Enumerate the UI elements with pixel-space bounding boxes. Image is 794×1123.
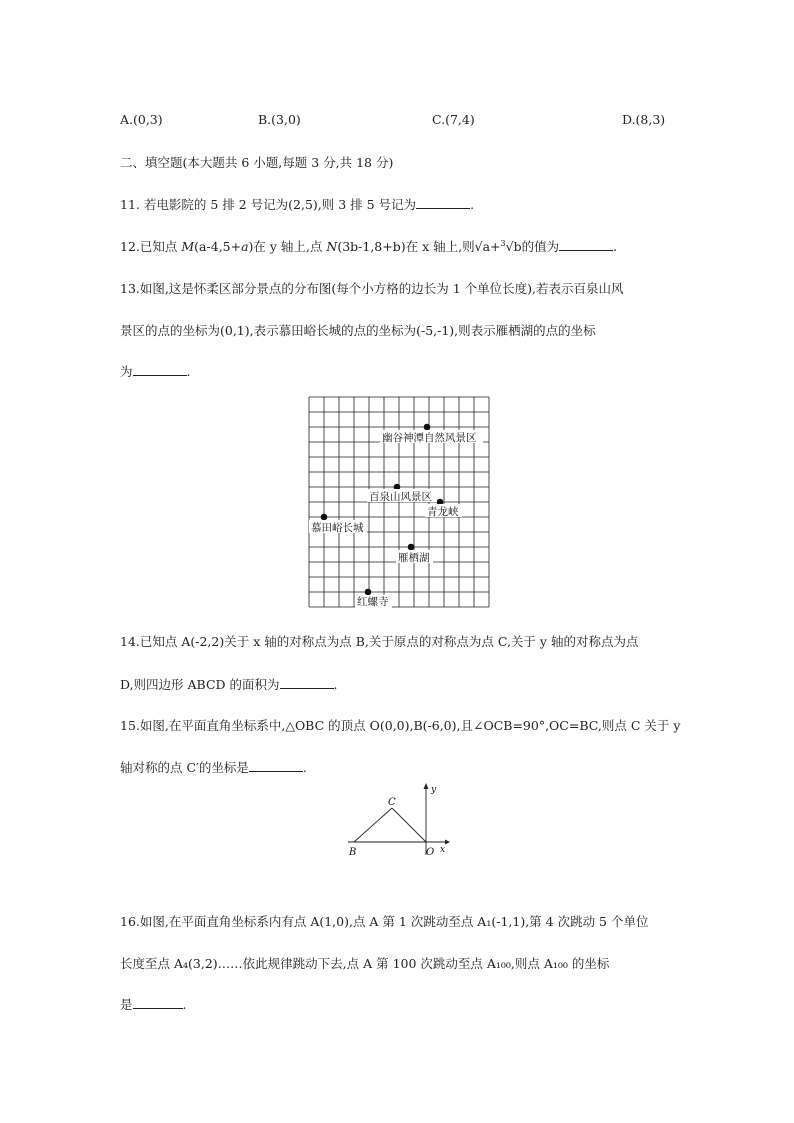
q12-mid: )在 y 轴上,点 [248,239,327,254]
point-mutianyu [321,514,328,521]
option-a: A.(0,3) [120,112,163,127]
q12-plus: + [490,239,501,254]
label-qinglongxia: 青龙峡 [427,506,459,518]
label-o: O [426,847,435,858]
q16-line1: 16.如图,在平面直角坐标系内有点 A(1,0),点 A 第 1 次跳动至点 A₁(-1,1),第 4 次跳动 5 个单位 [120,914,649,929]
label-x: x [440,845,446,855]
label-yanqihu: 雁栖湖 [398,552,430,564]
q11-text: 11. 若电影院的 5 排 2 号记为(2,5),则 3 排 5 号记为 [120,197,417,212]
triangle-figure [340,780,450,860]
scenic-spot-map [305,392,491,610]
q13-line1: 13.如图,这是怀柔区部分景点的分布图(每个小方格的边长为 1 个单位长度),若表示百泉山风 [120,281,624,296]
q12-point-n: N [326,239,338,254]
answer-blank-12 [559,240,613,251]
point-hongluosi [365,589,372,596]
q16-line3 [120,995,187,1013]
y-axis-arrow [424,783,429,789]
q13-end: . [186,364,191,379]
q13-line2: 景区的点的坐标为(0,1),表示慕田峪长城的点的坐标为(-5,-1),则表示雁栖湖的点的坐标 [120,323,596,338]
question-12 [120,237,617,255]
q15-line1: 15.如图,在平面直角坐标系中,△OBC 的顶点 O(0,0),B(-6,0),且∠OCB=90°,OC=BC,则点 C 关于 y [120,718,681,733]
answer-blank-14 [280,678,334,689]
q12-cbrt-b: √b [505,239,522,254]
label-c: C [388,797,396,808]
option-b: B.(3,0) [258,112,301,127]
q11-end: . [470,197,475,212]
q15-line2 [120,758,307,776]
option-d: D.(8,3) [622,112,666,127]
answer-blank-15 [249,761,303,772]
side-co [392,808,426,842]
q13-line3-text: 为 [120,364,133,379]
q12-sqrt-a: √a [474,239,491,254]
section-title: 二、填空题(本大题共 6 小题,每题 3 分,共 18 分) [120,155,394,170]
q14-line2-text: D,则四边形 ABCD 的面积为 [120,677,280,692]
q16-end: . [182,997,187,1012]
option-c: C.(7,4) [432,112,475,127]
q15-line2-text: 轴对称的点 C′的坐标是 [120,760,249,775]
answer-blank-11 [416,198,470,209]
q12-m-coord-c: a [241,239,249,254]
q12-m-coord-b: -4,5+ [206,239,242,254]
label-y: y [431,785,437,795]
q14-line2 [120,675,338,693]
label-b: B [349,847,357,858]
q13-line3 [120,362,191,380]
q12-m-coord-a: (a [194,239,207,254]
answer-blank-16 [133,998,183,1009]
label-hongluosi: 红螺寺 [357,596,389,608]
q12-tail: 的值为 [521,239,560,254]
q12-pre: 12.已知点 [120,239,182,254]
x-axis-arrow [445,840,450,845]
q14-end: . [333,677,338,692]
point-yanqihu [408,544,415,551]
q16-line2: 长度至点 A₄(3,2)……依此规律跳动下去,点 A 第 100 次跳动至点 A₁₀₀,则点 A₁₀₀ 的坐标 [120,956,610,971]
label-mutianyu: 慕田峪长城 [311,522,364,534]
q12-end: . [613,239,618,254]
label-youguguan: 幽谷神潭自然风景区 [382,432,477,444]
label-baiquanshan: 百泉山风景区 [369,491,432,503]
q12-cube-index: 3 [500,238,506,248]
q12-after: 在 x 轴上,则 [405,239,475,254]
q16-line3-text: 是 [120,997,133,1012]
answer-blank-13 [133,365,187,376]
side-bc [354,808,392,842]
q12-point-m: M [181,239,195,254]
point-youguguan [424,424,431,431]
q12-n-coord: (3b-1,8+b) [337,239,406,254]
question-11 [120,195,474,213]
q14-line1: 14.已知点 A(-2,2)关于 x 轴的对称点为点 B,关于原点的对称点为点 C,关于 y 轴的对称点为点 [120,634,639,649]
q15-end: . [302,760,307,775]
